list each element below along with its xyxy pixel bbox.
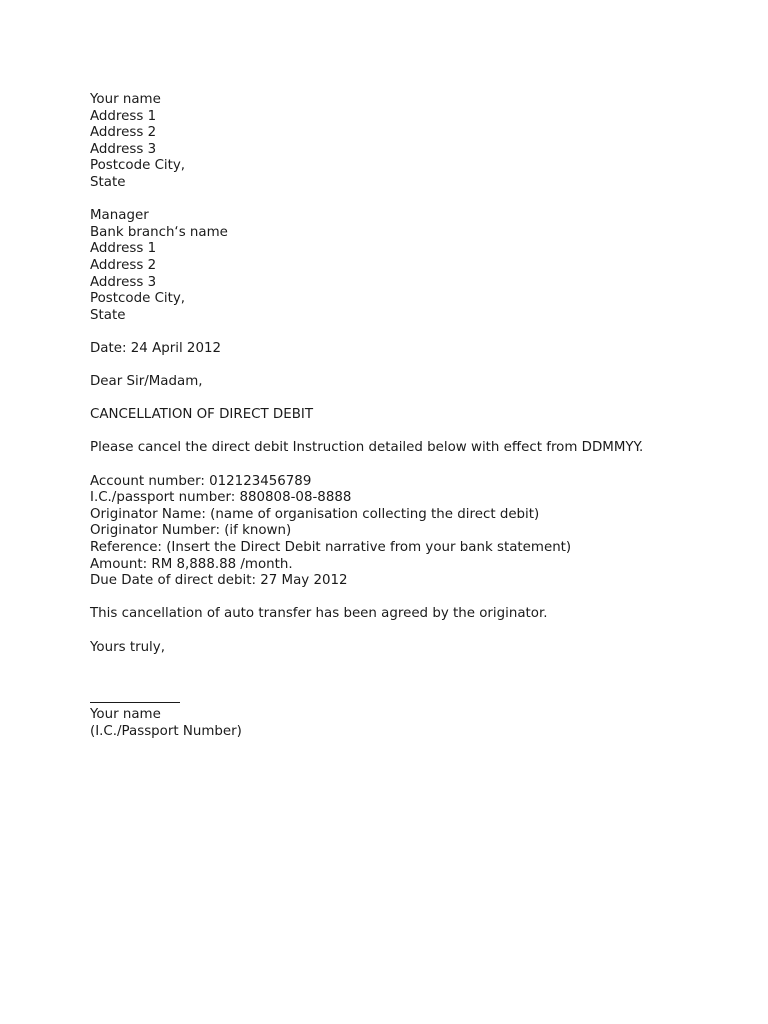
- spacer: [90, 391, 730, 408]
- sender-address-3: Address 3: [90, 141, 157, 157]
- recipient-address-1: Address 1: [90, 241, 157, 257]
- sender-address-2: Address 2: [90, 125, 157, 141]
- spacer: [90, 424, 730, 441]
- agreement-paragraph: This cancellation of auto transfer has been agreed by the originator.: [90, 606, 548, 622]
- recipient-address-3: Address 3: [90, 274, 157, 290]
- spacer: [90, 673, 730, 690]
- signature-line: [90, 689, 180, 703]
- recipient-title: Manager: [90, 208, 149, 224]
- recipient-postcode-city: Postcode City,: [90, 291, 186, 307]
- reference: Reference: (Insert the Direct Debit narrative from your bank statement): [90, 540, 572, 556]
- amount: Amount: RM 8,888.88 /month.: [90, 556, 293, 572]
- signature-name: Your name: [90, 706, 161, 722]
- debit-details-block: [90, 474, 730, 590]
- account-number: Account number: 012123456789: [90, 473, 312, 489]
- spacer: [90, 324, 730, 341]
- signature-id: (I.C./Passport Number): [90, 723, 242, 739]
- recipient-state: State: [90, 307, 126, 323]
- closing: Yours truly,: [90, 639, 165, 655]
- recipient-address-2: Address 2: [90, 257, 157, 273]
- recipient-branch: Bank branch‘s name: [90, 224, 228, 240]
- spacer: [90, 623, 730, 640]
- sender-block: [90, 92, 730, 192]
- spacer: [90, 358, 730, 375]
- letter-date: Date: 24 April 2012: [90, 340, 222, 356]
- spacer: [90, 590, 730, 607]
- spacer: [90, 457, 730, 474]
- spacer: [90, 656, 730, 673]
- due-date: Due Date of direct debit: 27 May 2012: [90, 573, 348, 589]
- salutation: Dear Sir/Madam,: [90, 374, 203, 390]
- sender-postcode-city: Postcode City,: [90, 158, 186, 174]
- originator-name: Originator Name: (name of organisation collecting the direct debit): [90, 506, 540, 522]
- letter-subject: CANCELLATION OF DIRECT DEBIT: [90, 407, 314, 423]
- originator-number: Originator Number: (if known): [90, 523, 292, 539]
- passport-number: I.C./passport number: 880808-08-8888: [90, 490, 352, 506]
- sender-name: Your name: [90, 92, 161, 107]
- letter-document: [90, 92, 730, 740]
- sender-state: State: [90, 174, 126, 190]
- recipient-block: [90, 208, 730, 324]
- intro-paragraph: Please cancel the direct debit Instruction detailed below with effect from DDMMYY.: [90, 440, 644, 456]
- sender-address-1: Address 1: [90, 108, 157, 124]
- spacer: [90, 192, 730, 209]
